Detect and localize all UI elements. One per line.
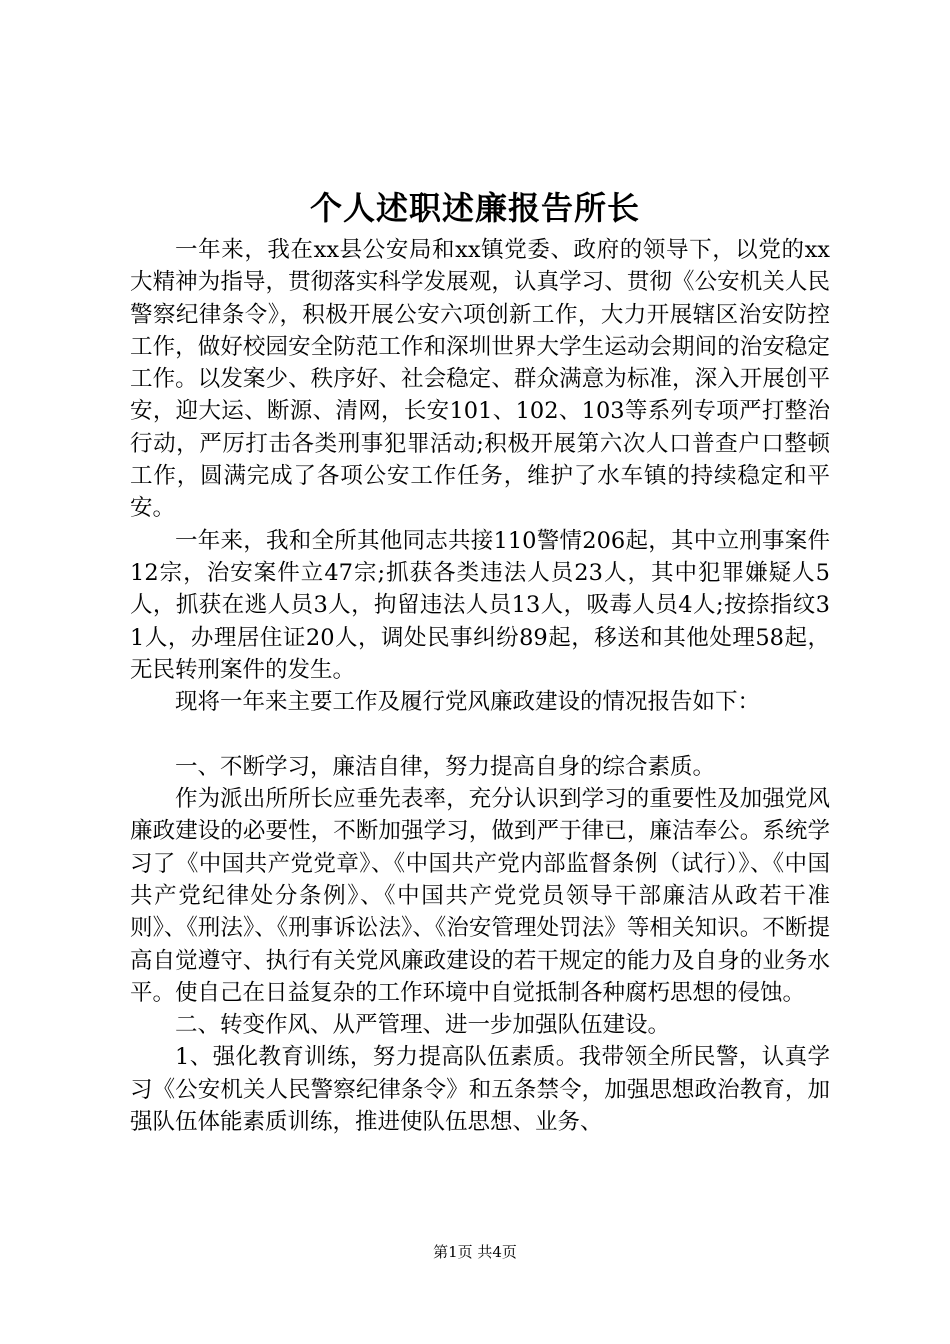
paragraph-report-intro: 现将一年来主要工作及履行党风廉政建设的情况报告如下： [175,689,761,716]
document-body [130,234,830,1138]
section-heading-1: 一、不断学习，廉洁自律，努力提高自身的综合素质。 [175,753,716,780]
paragraph-summary: 一年来，我在xx县公安局和xx镇党委、政府的领导下，以党的xx大精神为指导，贯彻落实科学发展观，认真学习、贯彻《公安机关人民警察纪律条令》，积极开展公安六项创新工作，大力开展辖区治安防控工作，做好校园安全防范工作和深圳世界大学生运动会期间的治安稳定工作。以发案少、秩序好、社会稳定、群众满意为标准，深入开展创平安，迎大运、断源、清网，长安101、102、103等系列专项严打整治行动，严厉打击各类刑事犯罪活动;积极开展第六次人口普查户口整顿工作，圆满完成了各项公安工作任务，维护了水车镇的持续稳定和平安。 [130,237,830,522]
document-title: 个人述职述廉报告所长 [309,189,640,227]
paragraph-training: 1、强化教育训练，努力提高队伍素质。我带领全所民警，认真学习《公安机关人民警察纪律条令》和五条禁令，加强思想政治教育，加强队伍体能素质训练，推进使队伍思想、业务、 [130,1044,830,1136]
blank-line [130,718,830,750]
section-heading-2: 二、转变作风、从严管理、进一步加强队伍建设。 [175,1012,671,1039]
paragraph-study: 作为派出所所长应垂先表率，充分认识到学习的重要性及加强党风廉政建设的必要性，不断加强学习，做到严于律已，廉洁奉公。系统学习了《中国共产党党章》、《中国共产党内部监督条例（试行）》、《中国共产党纪律处分条例》、《中国共产党党员领导干部廉洁从政若干准则》、《刑法》、《刑事诉讼法》、《治安管理处罚法》等相关知识。不断提高自觉遵守、执行有关党风廉政建设的若干规定的能力及自身的业务水平。使自己在日益复杂的工作环境中自觉抵制各种腐朽思想的侵蚀。 [130,786,830,1006]
page-number-footer: 第1页 共4页 [433,1243,517,1261]
paragraph-statistics: 一年来，我和全所其他同志共接110警情206起，其中立刑事案件12宗，治安案件立47宗;抓获各类违法人员23人，其中犯罪嫌疑人5人，抓获在逃人员3人，拘留违法人员13人，吸毒人员4人;按捺指纹31人，办理居住证20人，调处民事纠纷89起，移送和其他处理58起，无民转刑案件的发生。 [130,527,830,683]
